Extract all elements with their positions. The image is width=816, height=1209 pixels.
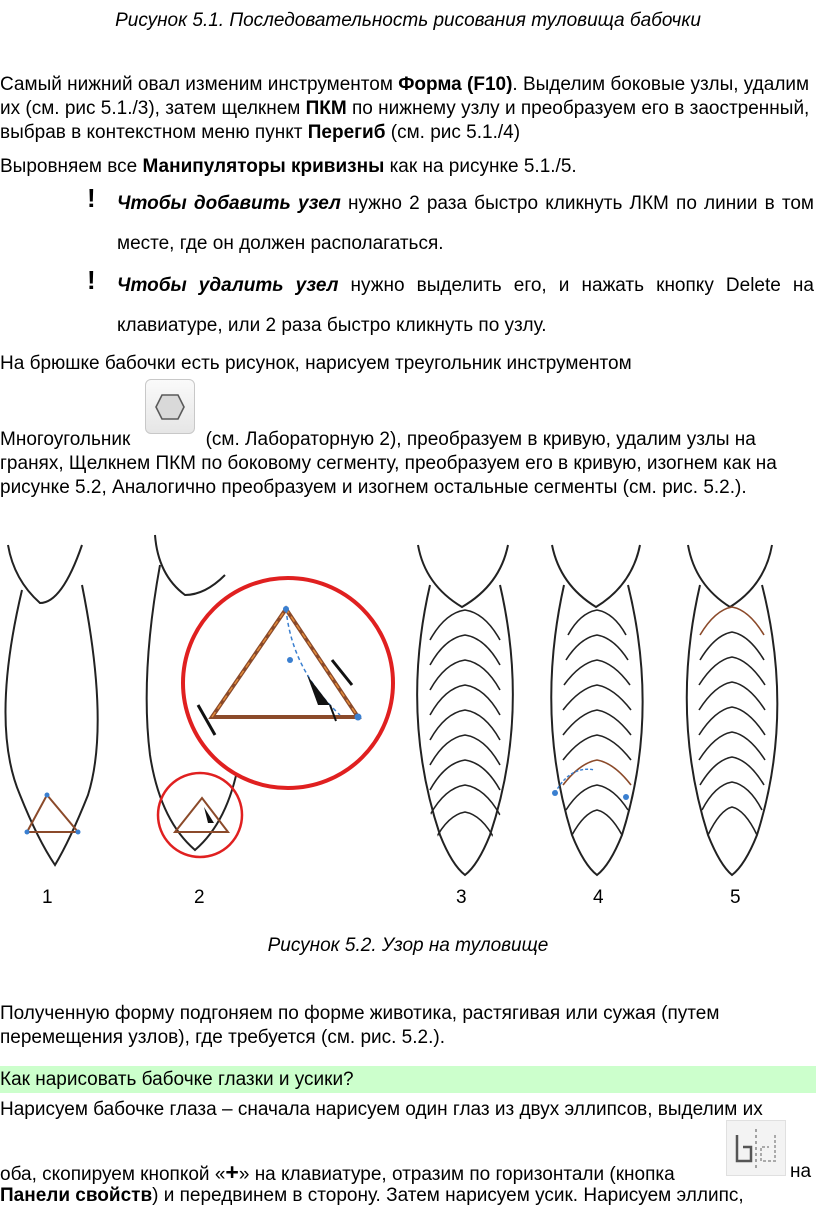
butterfly-body-5 [687,545,778,875]
note-add-node: Чтобы добавить узел нужно 2 раза быстро кликнуть ЛКМ по линии в том месте, где он должен располагаться. [117,193,814,254]
paragraph-shape-tool: Самый нижний овал изменим инструментом Форма (F10). Выделим боковые узлы, удалим их (см. рис 5.1./3), затем щелкнем ПКМ по нижнему узлу и преобразуем его в заостренный, выбрав в контекстном меню пункт Перегиб (см. рис 5.1./4) [0,74,810,143]
figure-label-2: 2 [194,887,205,908]
paragraph-eyes: Нарисуем бабочке глаза – сначала нарисуем один глаз из двух эллипсов, выделим их [0,1099,763,1120]
paragraph-antenna: Панели свойств) и передвинем в сторону. Затем нарисуем усик. Нарисуем эллипс, [0,1185,744,1206]
zoom-magnifier [183,578,393,788]
paragraph-copy-mirror: оба, скопируем кнопкой «+» на клавиатуре, отразим по горизонтали (кнопка [0,1159,675,1185]
figure-5-2-illustration [0,525,816,915]
section-heading: Как нарисовать бабочке глазки и усики? [0,1069,354,1090]
paragraph-triangle: На брюшке бабочки есть рисунок, нарисуем треугольник инструментом [0,353,632,374]
butterfly-body-3 [417,545,513,875]
note-delete-node: Чтобы удалить узел нужно выделить его, и нажать кнопку Delete на клавиатуре, или 2 раза быстро кликнуть по узлу. [117,275,814,336]
paragraph-copy-mirror-tail: на [790,1161,812,1182]
butterfly-body-4 [551,545,642,875]
figure-label-5: 5 [730,887,741,908]
figure-5-2-caption: Рисунок 5.2. Узор на туловище [267,935,549,956]
paragraph-polygon: Многоугольник (см. Лабораторную 2), преобразуем в кривую, удалим узлы на гранях, Щелкнем ПКМ по боковому сегменту, преобразуем его в кривую, изогнем как на рисунке 5.2, Аналогично преобразуем и изогнем остальные сегменты (см. рис. 5.2.). [0,429,777,498]
plus-key: + [225,1159,239,1185]
exclamation-icon: ! [87,265,96,295]
exclamation-icon: ! [87,183,96,213]
figure-label-4: 4 [593,887,604,908]
hexagon-icon [146,380,194,433]
butterfly-body-1 [5,545,97,865]
paragraph-fit-shape: Полученную форму подгоняем по форме животика, растягивая или сужая (путем перемещения узлов), где требуется (см. рис. 5.2.). [0,1003,720,1048]
polygon-tool-button[interactable] [145,379,195,434]
figure-label-1: 1 [42,887,53,908]
figure-label-3: 3 [456,887,467,908]
paragraph-align-handles: Выровняем все Манипуляторы кривизны как на рисунке 5.1./5. [0,156,577,177]
figure-5-1-caption: Рисунок 5.1. Последовательность рисования туловища бабочки [115,10,701,31]
